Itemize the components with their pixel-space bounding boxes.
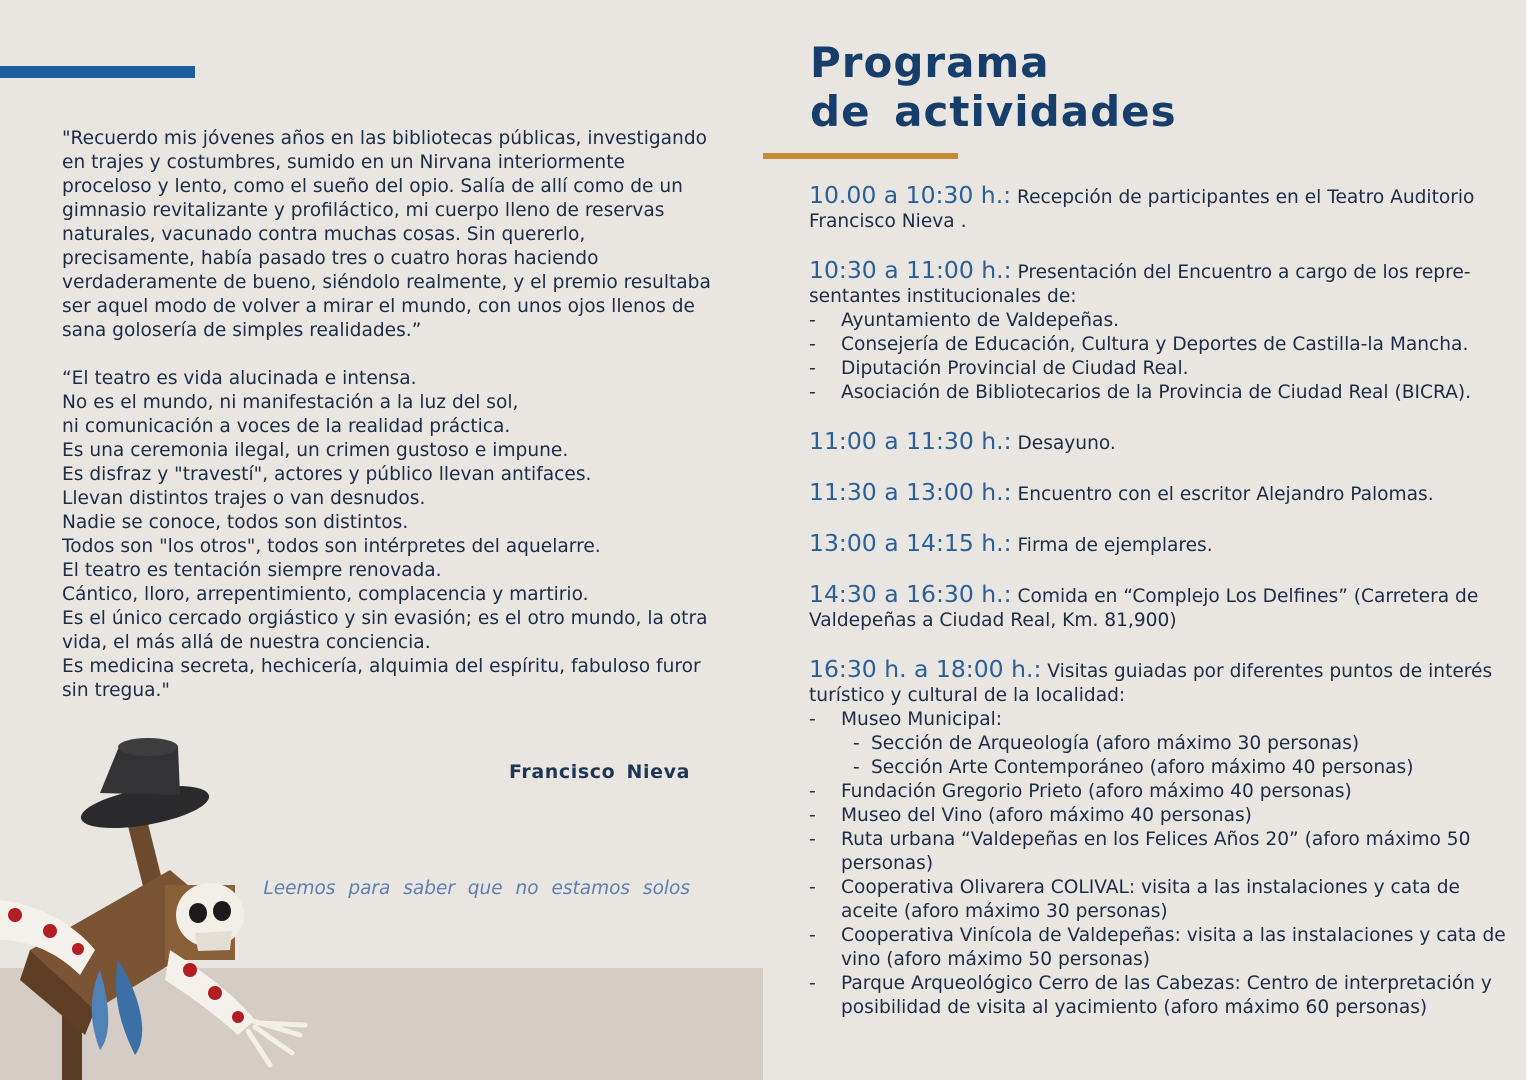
list-item: - Ayuntamiento de Valdepeñas.	[809, 309, 1509, 333]
quote-line: Es medicina secreta, hechicería, alquimia del espíritu, fabuloso furor sin tregua."	[62, 656, 701, 701]
accent-bar-blue	[0, 66, 195, 78]
quote-line: Es disfraz y "travestí", actores y público llevan antifaces.	[62, 464, 592, 485]
schedule-text: Presentación del Encuentro a cargo de los repre-sentantes institucionales de:	[809, 262, 1471, 307]
schedule-time: 13:00 a 14:15 h.:	[809, 529, 1012, 557]
schedule-text: Desayuno.	[1017, 433, 1116, 454]
quote-block	[62, 127, 712, 703]
list-subitem: - Sección de Arqueología (aforo máximo 30 personas)	[809, 732, 1509, 756]
list-item: - Cooperativa Vinícola de Valdepeñas: visita a las instalaciones y cata de vino (aforo máximo 50 personas)	[809, 924, 1509, 972]
motto: Leemos para saber que no estamos solos	[263, 878, 690, 899]
quote-library: "Recuerdo mis jóvenes años en las bibliotecas públicas, investigando en trajes y costumbres, sumido en un Nirvana interiormente proceloso y lento, como el sueño del opio. Salía de allí como de un gimnasio revitalizante y profiláctico, mi cuerpo lleno de reservas naturales, vacunado contra muchas cosas. Sin quererlo, precisamente, había pasado tres o cuatro horas haciendo verdaderamente de bueno, siéndolo realmente, y el premio resultaba ser aquel modo de volver a mirar el mundo, con unos ojos llenos de sana golosería de simples realidades.”	[62, 128, 711, 341]
quote-line: ni comunicación a voces de la realidad práctica.	[62, 416, 511, 437]
list-item: - Ruta urbana “Valdepeñas en los Felices Años 20” (aforo máximo 50 personas)	[809, 828, 1509, 876]
list-item: - Museo Municipal:	[809, 708, 1509, 732]
title-line: de actividades	[810, 87, 1177, 136]
schedule-time: 11:30 a 13:00 h.:	[809, 478, 1012, 506]
list-item: - Asociación de Bibliotecarios de la Provincia de Ciudad Real (BICRA).	[809, 381, 1509, 405]
quote-line: “El teatro es vida alucinada e intensa.	[62, 368, 417, 389]
list-item: - Diputación Provincial de Ciudad Real.	[809, 357, 1509, 381]
schedule-entry	[809, 582, 1509, 633]
schedule-entry	[809, 480, 1509, 507]
schedule-time: 11:00 a 11:30 h.:	[809, 427, 1012, 455]
skeleton-scarecrow-illustration	[0, 735, 320, 1080]
schedule-time: 14:30 a 16:30 h.:	[809, 580, 1012, 608]
schedule-entry	[809, 657, 1509, 1020]
schedule-text: Comida en “Complejo Los Delfines” (Carretera de Valdepeñas a Ciudad Real, Km. 81,900)	[809, 586, 1479, 631]
quote-line: Nadie se conoce, todos son distintos.	[62, 512, 409, 533]
schedule-entry	[809, 183, 1509, 234]
quote-line: Es el único cercado orgiástico y sin evasión; es el otro mundo, la otra vida, el más allá de nuestra conciencia.	[62, 608, 708, 653]
quote-line: Llevan distintos trajes o van desnudos.	[62, 488, 426, 509]
title-line: Programa	[810, 38, 1050, 87]
schedule-text: Recepción de participantes en el Teatro Auditorio Francisco Nieva .	[809, 187, 1475, 232]
schedule-entry	[809, 531, 1509, 558]
schedule-list	[809, 309, 1509, 405]
schedule-list	[809, 708, 1509, 1020]
schedule-text: Visitas guiadas por diferentes puntos de interés turístico y cultural de la localidad:	[809, 661, 1493, 706]
schedule-entry	[809, 258, 1509, 405]
accent-bar-gold	[763, 153, 958, 159]
list-item: - Museo del Vino (aforo máximo 40 personas)	[809, 804, 1509, 828]
quote-line: El teatro es tentación siempre renovada.	[62, 560, 442, 581]
author-name: Francisco Nieva	[508, 761, 690, 783]
schedule-time: 10.00 a 10:30 h.:	[809, 181, 1012, 209]
quote-line: No es el mundo, ni manifestación a la luz del sol,	[62, 392, 519, 413]
schedule	[809, 183, 1509, 1020]
schedule-entry	[809, 429, 1509, 456]
schedule-time: 16:30 h. a 18:00 h.:	[809, 655, 1042, 683]
list-item: - Cooperativa Olivarera COLIVAL: visita a las instalaciones y cata de aceite (aforo máximo 30 personas)	[809, 876, 1509, 924]
program-title	[810, 38, 1177, 136]
schedule-text: Firma de ejemplares.	[1017, 535, 1213, 556]
list-item: - Fundación Gregorio Prieto (aforo máximo 40 personas)	[809, 780, 1509, 804]
schedule-text: Encuentro con el escritor Alejandro Palomas.	[1017, 484, 1434, 505]
list-item: - Parque Arqueológico Cerro de las Cabezas: Centro de interpretación y posibilidad de visita al yacimiento (aforo máximo 60 personas)	[809, 972, 1509, 1020]
schedule-time: 10:30 a 11:00 h.:	[809, 256, 1012, 284]
quote-line: Todos son "los otros", todos son intérpretes del aquelarre.	[62, 536, 601, 557]
quote-line: Cántico, lloro, arrepentimiento, complacencia y martirio.	[62, 584, 589, 605]
quote-line: Es una ceremonia ilegal, un crimen gustoso e impune.	[62, 440, 569, 461]
list-subitem: - Sección Arte Contemporáneo (aforo máximo 40 personas)	[809, 756, 1509, 780]
quote-theatre	[62, 367, 712, 703]
list-item: - Consejería de Educación, Cultura y Deportes de Castilla-la Mancha.	[809, 333, 1509, 357]
